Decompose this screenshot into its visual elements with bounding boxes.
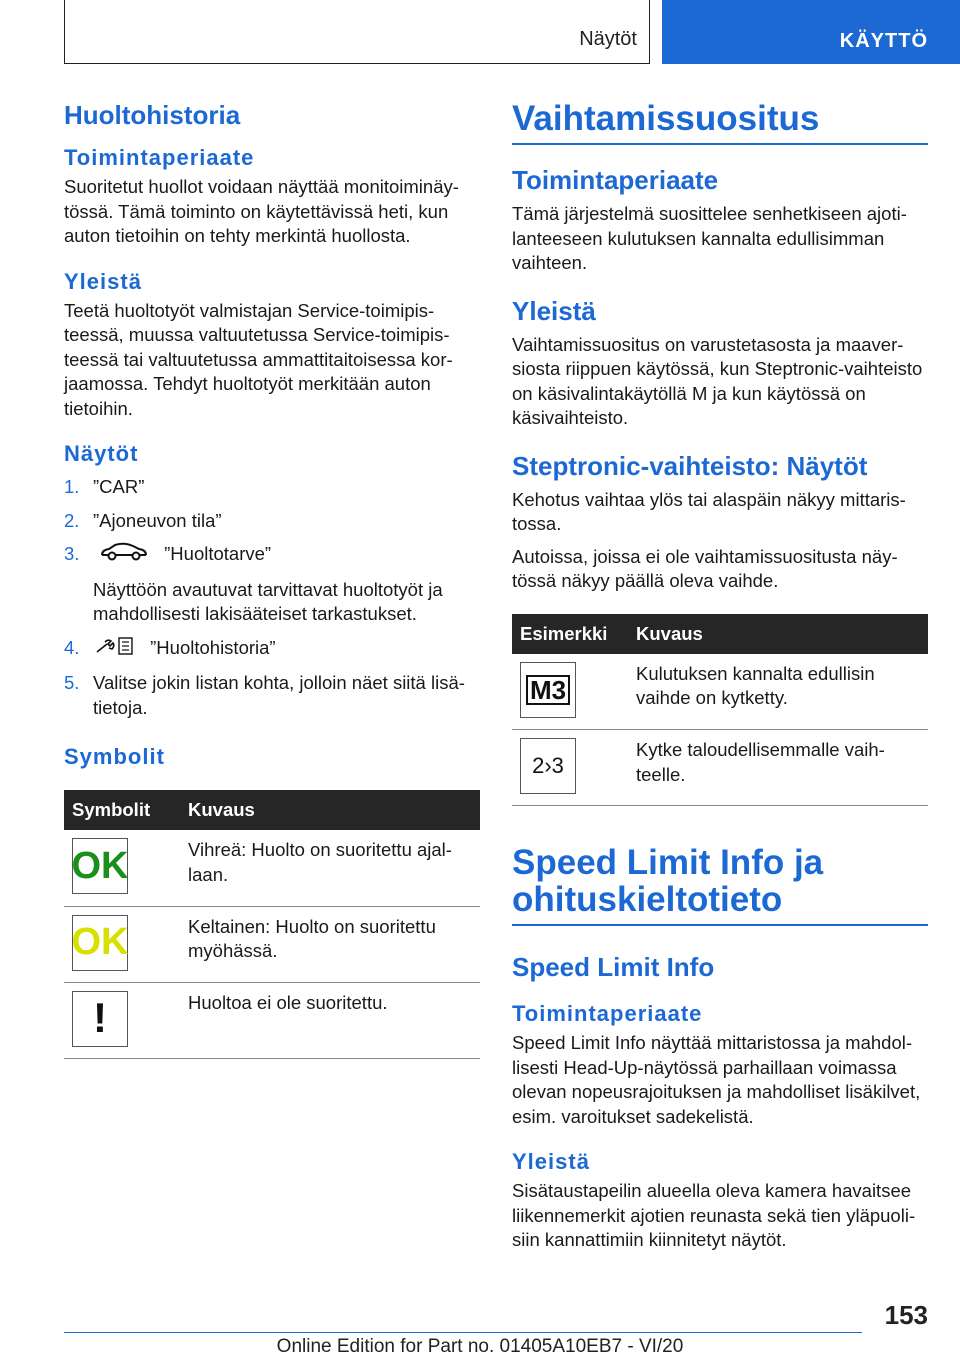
left-general-heading: Yleistä	[64, 268, 142, 294]
left-column	[64, 100, 480, 1059]
car-icon	[99, 542, 149, 569]
gear-examples-table	[512, 614, 928, 807]
table-cell-description: Keltainen: Huolto on suoritettu myöhässä.	[180, 906, 480, 982]
left-displays-heading: Näytöt	[64, 441, 139, 466]
header-box	[64, 0, 650, 64]
steps-list	[64, 475, 480, 720]
speed-general-text: Sisätaustapeilin alueella oleva kamera havaitsee liikennemerkit ajotien reunasta sekä tien yläpuolisiin kannattimiin kiinnitetyt näytöt.	[512, 1180, 916, 1250]
step-subtext: Näyttöön avautuvat tarvittavat huoltotyöt ja mahdollisesti lakisääteiset tarkastukset.	[93, 578, 443, 624]
list-item	[64, 542, 480, 627]
step-text: ”Huoltotarve”	[164, 543, 272, 565]
left-principle-text: Suoritetut huollot voidaan näyttää monitoiminäytössä. Tämä toiminto on käytettävissä heti, kun auton tietoihin on tehty merkintä huollosta.	[64, 176, 459, 246]
header-chapter-tab: KÄYTTÖ	[662, 0, 960, 64]
gear-m3-icon: M3	[520, 662, 576, 718]
step-text: ”CAR”	[93, 476, 145, 497]
ok-green-icon: OK	[72, 838, 128, 894]
symbols-heading: Symbolit	[64, 744, 165, 769]
step-number: 1.	[64, 476, 80, 497]
right-principle-text: Tämä järjestelmä suosittelee senhetkiseen ajotilanteeseen kulutuksen kannalta edullisimman vaihteen.	[512, 203, 907, 273]
table-header-description: Kuvaus	[180, 790, 480, 830]
right-general-text: Vaihtamissuositus on varustetasosta ja maaversiosta riippuen käytössä, kun Steptronic-vaihteisto on käsivalintakäytöllä M ja kun käytössä on käsivaihteisto.	[512, 333, 923, 428]
table-cell-description: Kytke taloudellisemmalle vaihteelle.	[628, 730, 928, 806]
step-text: Valitse jokin listan kohta, jolloin näet siitä lisätietoja.	[93, 672, 465, 718]
left-principle-heading: Toimintaperiaate	[64, 145, 255, 170]
header-section-label: Näytöt	[579, 28, 637, 50]
table-cell-description: Vihreä: Huolto on suoritettu ajallaan.	[180, 830, 480, 906]
list-item	[64, 636, 480, 663]
steptronic-heading: Steptronic-vaihteisto: Näytöt	[512, 450, 868, 481]
exclamation-icon: !	[72, 991, 128, 1047]
right-principle-heading: Toimintaperiaate	[512, 165, 719, 195]
footer-divider	[64, 1332, 862, 1333]
right-column	[512, 100, 928, 1273]
left-general-text: Teetä huoltotyöt valmistajan Service-toimipisteessä, muussa valtuutetussa Service-toimipisteessä tai valtuutetussa ammattitaitoisessa korjaamossa. Tehdyt huoltotyöt merkitään auton tietoihin.	[64, 299, 453, 419]
ok-yellow-icon: OK	[72, 915, 128, 971]
right-general-heading: Yleistä	[512, 295, 596, 326]
step-number: 2.	[64, 509, 80, 531]
speed-limit-title: Speed Limit Info ja ohituskieltotieto	[512, 844, 928, 926]
step-text: ”Ajoneuvon tila”	[93, 509, 222, 531]
speed-principle-heading: Toimintaperiaate	[512, 1001, 703, 1026]
step-number: 5.	[64, 672, 80, 693]
list-item	[64, 509, 480, 534]
table-row	[512, 730, 928, 806]
list-item	[64, 671, 480, 720]
table-row	[64, 906, 480, 982]
table-row	[64, 830, 480, 906]
wrench-list-icon	[95, 636, 135, 663]
table-cell-description: Huoltoa ei ole suoritettu.	[180, 982, 480, 1058]
speed-principle-text: Speed Limit Info näyttää mittaristossa ja mahdollisesti Head-Up-näytössä parhaillaan voimassa olevan nopeusrajoituksen ja mahdolliset lisäkilvet, esim. varoitukset sadekelistä.	[512, 1032, 921, 1127]
list-item	[64, 475, 480, 500]
table-header-description: Kuvaus	[628, 614, 928, 654]
table-row	[512, 654, 928, 730]
steptronic-text-2: Autoissa, joissa ei ole vaihtamissuositusta näytössä näkyy päällä oleva vaihde.	[512, 545, 898, 591]
table-row	[64, 982, 480, 1058]
gear-shift-2-3-icon: 2›3	[520, 738, 576, 794]
service-history-title: Huoltohistoria	[64, 100, 241, 130]
steptronic-text-1: Kehotus vaihtaa ylös tai alaspäin näkyy mittaristossa.	[512, 488, 906, 534]
step-number: 4.	[64, 636, 80, 658]
speed-limit-info-heading: Speed Limit Info	[512, 952, 715, 982]
table-header-example: Esimerkki	[512, 614, 628, 654]
gear-recommendation-title: Vaihtamissuositus	[512, 100, 928, 145]
step-text: ”Huoltohistoria”	[150, 636, 276, 658]
table-cell-description: Kulutuksen kannalta edullisin vaihde on kytketty.	[628, 654, 928, 730]
symbols-table	[64, 790, 480, 1059]
step-number: 3.	[64, 543, 80, 564]
speed-general-heading: Yleistä	[512, 1149, 590, 1174]
edition-text: Online Edition for Part no. 01405A10EB7 - VI/20	[276, 1336, 684, 1357]
page-number: 153	[884, 1300, 928, 1330]
table-header-symbol: Symbolit	[64, 790, 180, 830]
